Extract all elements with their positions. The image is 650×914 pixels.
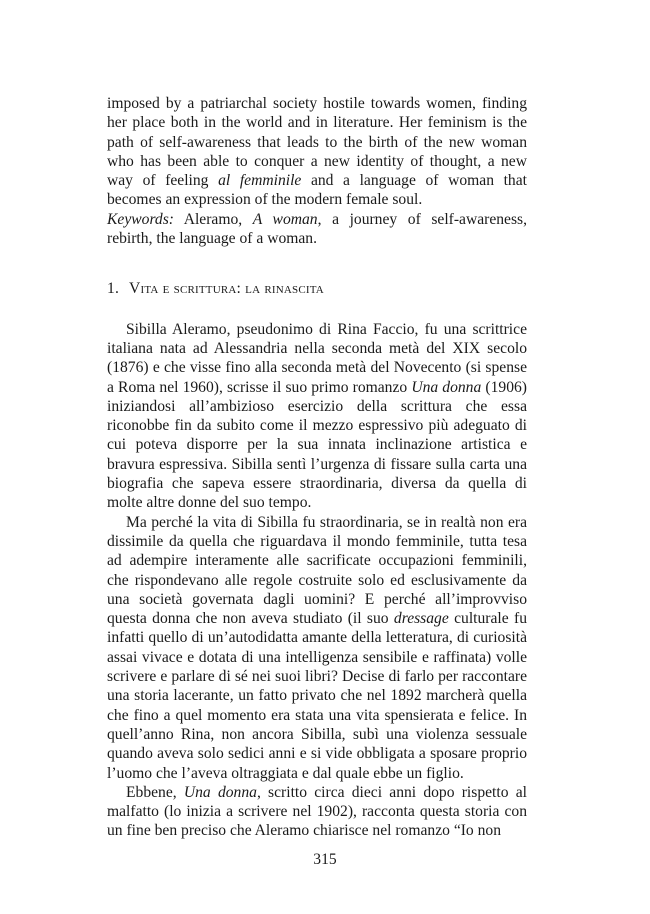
body-paragraph-3	[107, 783, 527, 841]
text-run: Aleramo,	[174, 210, 253, 228]
text-run: and a language of woman that becomes an expression of the modern female soul.	[107, 172, 527, 209]
page-number: 315	[313, 851, 337, 868]
text-run: , scritto circa dieci anni dopo rispetto al malfatto (lo inizia a scrivere nel 1902), racconta questa storia con un fine ben preciso che Aleramo chiarisce nel romanzo “Io non	[107, 783, 527, 840]
text-run: Sibilla Aleramo, pseudonimo di Rina Faccio, fu una scrittrice italiana nata ad Alessandria nella seconda metà del XIX secolo (1876) e che visse fino alla seconda metà del Novecento (si spense a Roma nel 1960), scrisse il suo primo romanzo	[107, 320, 527, 396]
italic-text: dressage	[393, 610, 449, 628]
italic-text: Keywords:	[107, 210, 174, 228]
italic-text: Una donna	[183, 783, 257, 801]
text-run: (1906) iniziandosi all’ambizioso esercizio della scrittura che essa riconobbe fin da subito come il mezzo espressivo più adeguato di cui poteva disporre per la sua innata inclinazione artistica e bravura espressiva. Sibilla sentì l’urgenza di fissare sulla carta una biografia che sapeva essere straordinaria, diversa da quella di molte altre donne del suo tempo.	[107, 378, 527, 512]
italic-text: A woman	[252, 210, 318, 228]
text-run: , a journey of self-awareness, rebirth, the language of a woman.	[107, 210, 528, 248]
text-run: culturale fu infatti quello di un’autodidatta amante della letteratura, di curiosità assai vivace e dotata di una intelligenza sensibile e raffinata) volle scrivere e parlare di sé nei suoi libri? Decise di farlo per raccontare una storia lacerante, un fatto privato che nel 1892 marcherà quella che fino a quel momento era stata una vita spensierata e felice. In quell’anno Rina, non ancora Sibilla, subì una violenza sessuale quando aveva solo sedici anni e si vide obbligata a sposare proprio l’uomo che l’aveva oltraggiata e dal quale ebbe un figlio.	[107, 610, 527, 782]
section-number: 1.	[107, 280, 120, 298]
section-title: Vita e scrittura: la rinascita	[129, 280, 324, 298]
body-paragraph-2	[107, 513, 527, 783]
text-run: imposed by a patriarchal society hostile towards women, finding her place both in the world and in literature. Her feminism is the path of self-awareness that leads to the birth of the new woman who has been able to conquer a new identity of thought, a new way of feeling	[107, 95, 527, 190]
italic-text: al femminile	[218, 172, 302, 190]
page-body	[107, 94, 527, 841]
italic-text: Una donna	[411, 378, 482, 396]
body-paragraph-1	[107, 320, 527, 513]
section-heading	[107, 279, 527, 298]
text-run: Ebbene,	[126, 783, 184, 801]
text-run: Ma perché la vita di Sibilla fu straordinaria, se in realtà non era dissimile da quella che riguardava il mondo femminile, tutta tesa ad adempire interamente alle sacrificate occupazioni femminili, che rispondevano alle regole costruite solo ed esclusivamente da una società governata dagli uomini? E perché all’improvviso questa donna che non aveva studiato (il suo	[107, 513, 527, 628]
abstract-paragraph	[107, 94, 527, 210]
keywords-paragraph	[107, 210, 527, 249]
